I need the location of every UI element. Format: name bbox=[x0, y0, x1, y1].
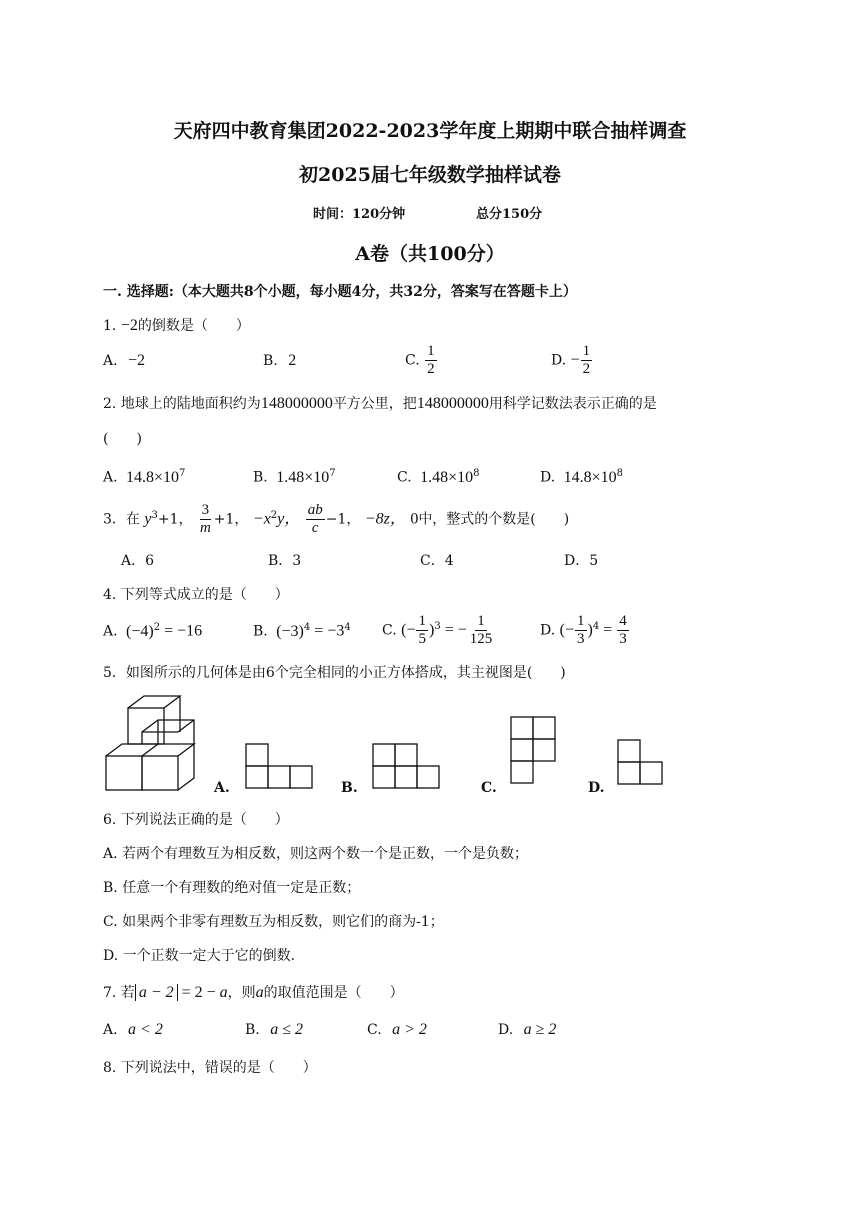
q7-var-a: a bbox=[219, 984, 228, 1001]
q2-b-label: B. bbox=[253, 469, 268, 486]
q4-c-result-den: 125 bbox=[469, 631, 493, 647]
q4-d-result-num: 4 bbox=[619, 613, 627, 629]
q2-d-exp: 8 bbox=[616, 468, 624, 479]
q2-number-2: 148000000 bbox=[416, 395, 489, 412]
q7-text-3: 的取值范围是（ ） bbox=[263, 985, 404, 1001]
q5-option-c-label: C. bbox=[481, 780, 497, 796]
cube-front-right-top bbox=[158, 744, 194, 756]
q1-d-num: 1 bbox=[582, 343, 591, 359]
q4-d-label: D. bbox=[540, 622, 556, 639]
cube-front-right-side bbox=[178, 744, 194, 790]
q2-a-value: 14.8×10 bbox=[126, 468, 180, 486]
q7-b-value: a ≤ 2 bbox=[270, 1021, 303, 1038]
exam-subtitle: 初2025届七年级数学抽样试卷 bbox=[299, 164, 561, 186]
q4-c-eq: = − bbox=[440, 621, 467, 639]
q5-option-b-figure bbox=[371, 742, 443, 790]
q1-d-sign: − bbox=[570, 351, 580, 369]
q3-expr1-exp: 3 bbox=[151, 509, 158, 521]
q1-a-value: −2 bbox=[128, 352, 146, 369]
q2-b-value: 1.48×10 bbox=[276, 468, 330, 486]
q4-d-exp: 4 bbox=[592, 620, 600, 632]
part1-heading bbox=[103, 281, 577, 301]
q4-c-num: 1 bbox=[418, 613, 426, 629]
cube-front-right bbox=[142, 756, 178, 790]
q2-stem bbox=[103, 393, 657, 413]
q3-expr2-num: 3 bbox=[201, 502, 210, 518]
q7-abs-expr: a − 2 bbox=[135, 984, 178, 1001]
q3-expr4-fraction bbox=[306, 502, 325, 537]
q4-a-tail: = −16 bbox=[160, 622, 203, 640]
q5-option-c-figure bbox=[509, 715, 559, 787]
exam-total-score: 总分150分 bbox=[476, 207, 543, 222]
q3-expr1-tail: +1， bbox=[157, 511, 193, 528]
q3-option-c: C．4 bbox=[420, 553, 454, 569]
q6-stem: 6. 下列说法正确的是（ ） bbox=[103, 812, 289, 828]
q7-text-2: ，则 bbox=[227, 985, 256, 1001]
q3-stem bbox=[103, 502, 569, 537]
q4-b-exp: 4 bbox=[303, 622, 311, 633]
q3-expr2-den: m bbox=[199, 520, 211, 536]
q2-option-d bbox=[540, 468, 623, 487]
q1-text: 的倒数是（ ） bbox=[137, 318, 250, 334]
q4-d-result-fraction bbox=[617, 613, 629, 648]
q4-d-result-den: 3 bbox=[619, 631, 627, 647]
cube-front-left-top bbox=[106, 744, 158, 756]
q2-text-3: 用科学记数法表示正确的是 bbox=[488, 396, 657, 412]
q6-option-c: C. 如果两个非零有理数互为相反数，则它们的商为-1； bbox=[103, 914, 444, 930]
q7-option-c bbox=[367, 1021, 427, 1039]
q5-option-b-label: B. bbox=[341, 780, 358, 796]
q2-text-1: 2. 地球上的陆地面积约为 bbox=[103, 396, 261, 412]
q7-option-d bbox=[498, 1021, 556, 1039]
exam-title: 天府四中教育集团2022-2023学年度上期期中联合抽样调查 bbox=[173, 120, 687, 142]
q4-d-post: ) bbox=[587, 621, 593, 639]
q4-option-b bbox=[253, 622, 351, 641]
q1-c-den: 2 bbox=[427, 361, 435, 377]
q7-a-label: A. bbox=[103, 1022, 118, 1038]
q7-c-label: C. bbox=[367, 1022, 382, 1038]
q7-text-1: 7. 若 bbox=[103, 985, 135, 1001]
q3-expr2-fraction bbox=[198, 502, 213, 537]
q4-b-label: B. bbox=[253, 623, 268, 640]
q4-c-den: 5 bbox=[418, 631, 426, 647]
q1-d-label: D. bbox=[551, 352, 567, 369]
q7-option-a bbox=[103, 1021, 163, 1039]
q3-expr5: −8z， bbox=[364, 510, 406, 528]
q3-expr4-tail: −1， bbox=[325, 511, 361, 528]
q2-c-exp: 8 bbox=[473, 468, 480, 479]
q3-expr4-num: ab bbox=[307, 502, 323, 518]
q2-b-exp: 7 bbox=[329, 468, 336, 479]
q4-a-label: A. bbox=[103, 623, 118, 640]
q4-b-exp2: 4 bbox=[344, 622, 351, 633]
q3-option-d: D．5 bbox=[564, 553, 599, 569]
cube-front-left bbox=[106, 756, 142, 790]
q3-text-2: 中，整式的个数是( ) bbox=[418, 511, 570, 528]
cube-top-top bbox=[128, 696, 180, 708]
q3-option-a: A．6 bbox=[121, 553, 155, 569]
q3-option-b: B．3 bbox=[268, 553, 302, 569]
q7-eq: = 2 − bbox=[177, 984, 220, 1001]
q1-b-value: 2 bbox=[288, 352, 297, 369]
q5-stem: 5．如图所示的几何体是由6个完全相同的小正方体搭成，其主视图是( ) bbox=[103, 665, 566, 681]
q5-option-a-label: A. bbox=[214, 780, 230, 796]
q1-option-d bbox=[551, 343, 593, 378]
q2-stem-bracket: ( ) bbox=[103, 431, 142, 447]
q1-option-c bbox=[405, 343, 438, 378]
q4-d-pre: (− bbox=[559, 621, 574, 639]
q1-stem bbox=[103, 315, 250, 335]
q1-option-b bbox=[263, 352, 296, 370]
q8-stem: 8. 下列说法中，错误的是（ ） bbox=[103, 1060, 317, 1076]
q7-c-value: a > 2 bbox=[392, 1021, 427, 1038]
q4-c-fraction bbox=[416, 613, 428, 648]
q4-d-fraction bbox=[575, 613, 587, 648]
q4-option-d bbox=[540, 613, 630, 648]
q2-option-a bbox=[103, 468, 185, 487]
q5-option-a-figure bbox=[244, 742, 316, 790]
q4-a-value: (−4) bbox=[126, 622, 154, 640]
q1-d-fraction bbox=[581, 343, 593, 378]
q4-d-den: 3 bbox=[577, 631, 585, 647]
q4-option-a bbox=[103, 622, 202, 641]
q2-a-label: A. bbox=[103, 469, 118, 486]
q7-b-label: B. bbox=[245, 1022, 260, 1038]
q7-d-label: D. bbox=[498, 1022, 514, 1038]
q1-math: −2 bbox=[120, 317, 138, 334]
q3-expr3: −x bbox=[252, 510, 271, 528]
q5-solid-figure bbox=[100, 692, 212, 794]
q7-d-value: a ≥ 2 bbox=[523, 1021, 557, 1038]
q6-option-a: A. 若两个有理数互为相反数，则这两个数一个是正数，一个是负数； bbox=[103, 846, 529, 862]
q5-option-d-figure bbox=[616, 738, 666, 788]
q5-option-d-label: D. bbox=[588, 780, 605, 796]
q4-c-result-fraction bbox=[468, 613, 495, 648]
q1-c-label: C. bbox=[405, 352, 420, 369]
q7-var-a2: a bbox=[255, 984, 264, 1001]
q1-d-den: 2 bbox=[582, 361, 591, 377]
q3-text-1: 3．在 bbox=[103, 511, 140, 528]
q2-text-2: 平方公里，把 bbox=[332, 396, 417, 412]
q4-a-exp: 2 bbox=[153, 622, 161, 633]
q4-c-pre: (− bbox=[401, 621, 416, 639]
q1-number: 1. bbox=[103, 318, 117, 334]
q4-c-exp: 3 bbox=[434, 620, 441, 632]
exam-time: 时间：120分钟 bbox=[313, 207, 406, 222]
q3-expr4-den: c bbox=[311, 520, 319, 536]
q2-c-label: C. bbox=[397, 469, 412, 486]
q1-option-a bbox=[103, 352, 145, 370]
q1-b-label: B. bbox=[263, 353, 278, 369]
q4-b-value: (−3) bbox=[276, 622, 304, 640]
q6-option-d: D. 一个正数一定大于它的倒数. bbox=[103, 948, 296, 964]
q2-c-value: 1.48×10 bbox=[420, 468, 474, 486]
q2-option-b bbox=[253, 468, 336, 487]
q4-c-result-num: 1 bbox=[477, 613, 485, 629]
q7-a-value: a < 2 bbox=[128, 1021, 163, 1038]
q6-option-b: B. 任意一个有理数的绝对值一定是正数； bbox=[103, 880, 361, 896]
q3-expr3-exp: 2 bbox=[270, 509, 278, 521]
q4-d-num: 1 bbox=[577, 613, 585, 629]
q2-d-value: 14.8×10 bbox=[563, 468, 617, 486]
q7-option-b bbox=[245, 1021, 303, 1039]
q3-expr2-tail: +1， bbox=[213, 511, 249, 528]
q3-expr6: 0 bbox=[410, 510, 419, 528]
q4-option-c bbox=[382, 613, 495, 648]
q1-c-fraction bbox=[425, 343, 437, 378]
q1-c-num: 1 bbox=[427, 343, 435, 359]
q3-expr1-base: y bbox=[144, 510, 152, 528]
q4-c-label: C. bbox=[382, 622, 397, 639]
section-a-heading: A卷（共100分） bbox=[355, 243, 505, 265]
q2-a-exp: 7 bbox=[179, 468, 186, 479]
part1-heading-text: 一. 选择题:（本大题共8个小题，每小题4分，共32分，答案写在答题卡上） bbox=[103, 284, 577, 300]
q4-b-tail: = −3 bbox=[310, 622, 345, 640]
q2-d-label: D. bbox=[540, 469, 556, 486]
q4-stem: 4. 下列等式成立的是（ ） bbox=[103, 587, 289, 603]
q4-d-eq: = bbox=[599, 621, 617, 639]
q4-c-post: ) bbox=[428, 621, 435, 639]
q7-stem bbox=[103, 982, 404, 1002]
q2-number-1: 148000000 bbox=[260, 395, 333, 412]
q3-expr3-tail: y， bbox=[277, 510, 301, 528]
q1-a-label: A. bbox=[103, 353, 118, 369]
q2-option-c bbox=[397, 468, 480, 487]
